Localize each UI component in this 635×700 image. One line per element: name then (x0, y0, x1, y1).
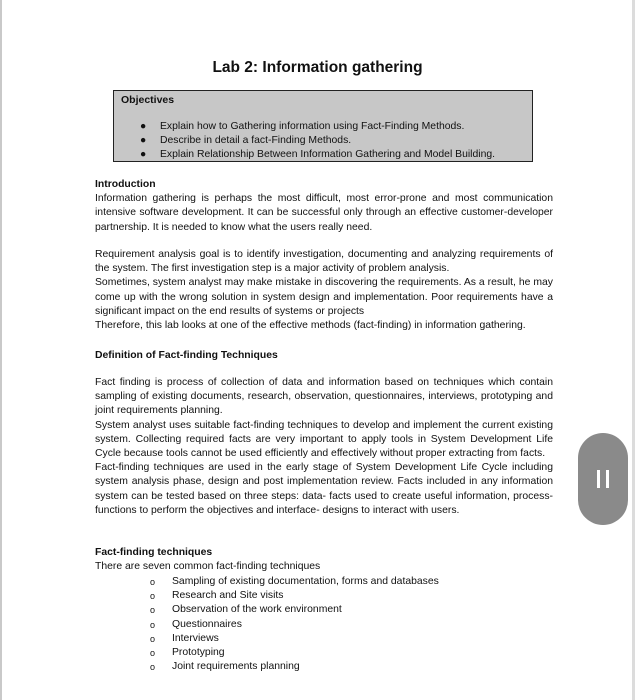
scroll-handle[interactable] (578, 433, 628, 525)
circle-bullet-icon: o (150, 619, 156, 630)
bullet-icon: ● (140, 121, 147, 132)
list-item: o Interviews (150, 632, 439, 646)
objective-item: ● Explain how to Gathering information using Fact-Finding Methods. (140, 120, 495, 134)
list-item: o Joint requirements planning (150, 660, 439, 674)
techniques-intro: There are seven common fact-finding techniques (95, 561, 321, 573)
bullet-icon: ● (140, 149, 147, 161)
circle-bullet-icon: o (150, 648, 156, 659)
definition-section (95, 376, 553, 518)
definition-heading: Definition of Fact-finding Techniques (95, 350, 278, 361)
techniques-heading: Fact-finding techniques (95, 547, 213, 558)
list-item: o Sampling of existing documentation, forms and databases (150, 575, 439, 589)
objectives-box (113, 90, 533, 162)
circle-bullet-icon: o (150, 605, 156, 616)
list-item: o Prototyping (150, 646, 439, 660)
page-title: Lab 2: Information gathering (212, 59, 423, 76)
circle-bullet-icon: o (150, 633, 156, 644)
introduction-heading: Introduction (95, 179, 156, 190)
techniques-section (95, 546, 553, 574)
bullet-icon: ● (140, 135, 147, 147)
mistake-paragraph: Sometimes, system analyst may make mistake in discovering the requirements. As a result, he may come up with the wrong solution in system design and implementation. Poor requirements have a significant impact on the end results of systems or projects (95, 277, 553, 317)
introduction-section (95, 178, 553, 235)
techniques-list (150, 575, 439, 674)
pause-icon (597, 470, 600, 488)
list-item: o Questionnaires (150, 618, 439, 632)
pause-icon-bar (606, 470, 609, 488)
objectives-list (140, 120, 495, 163)
list-item: o Research and Site visits (150, 589, 439, 603)
requirements-section (95, 248, 553, 333)
definition-heading-block (95, 349, 553, 363)
circle-bullet-icon: o (150, 662, 156, 673)
objectives-heading: Objectives (121, 94, 175, 106)
objective-item: ● Describe in detail a fact-Finding Methods. (140, 134, 495, 148)
analyst-paragraph: System analyst uses suitable fact-finding techniques to develop and implement the current existing system. Collecting required facts are very important to apply tools in System Development Life Cycle because tools cannot be used efficiently and effectively without proper extracting from facts. (95, 419, 553, 460)
stages-paragraph: Fact-finding techniques are used in the early stage of System Development Life Cycle including system analysis phase, design and post implementation review. Facts included in any information system can be tested based on three steps: data- facts used to create useful information, process- functions to perform the objectives and interface- designs to interact with users. (95, 462, 553, 516)
definition-paragraph: Fact finding is process of collection of data and information based on techniques which contain sampling of existing documents, research, observation, questionnaires, interviews, prototyping and joint requirements planning. (95, 377, 553, 417)
list-item: o Observation of the work environment (150, 603, 439, 617)
therefore-paragraph: Therefore, this lab looks at one of the effective methods (fact-finding) in information gathering. (95, 320, 526, 332)
objective-item: ● Explain Relationship Between Information Gathering and Model Building. (140, 148, 495, 162)
circle-bullet-icon: o (150, 591, 156, 602)
requirements-paragraph: Requirement analysis goal is to identify investigation, documenting and analyzing requirements of the system. The first investigation step is a major activity of problem analysis. (95, 249, 553, 275)
page-left-edge (0, 0, 2, 700)
circle-bullet-icon: o (150, 577, 156, 587)
introduction-paragraph: Information gathering is perhaps the most difficult, most error-prone and most communication intensive software development. It can be successful only through an effective customer-developer partnership. It is needed to know what the users really need. (95, 193, 553, 233)
